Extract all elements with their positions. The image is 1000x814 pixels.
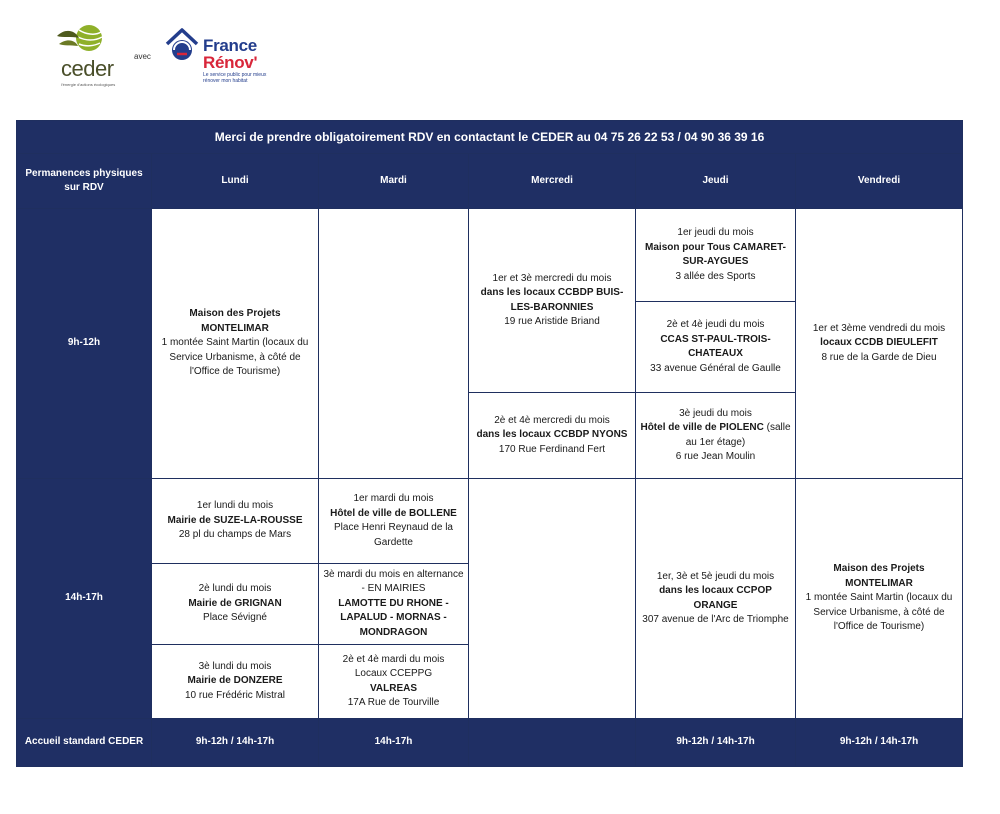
slot-place: LAMOTTE DU RHONE - LAPALUD - MORNAS - MONDRAGON <box>338 597 449 638</box>
slot-place: MONTELIMAR <box>201 322 269 334</box>
ceder-leaf-icon <box>55 24 107 60</box>
slot-address: 33 avenue Général de Gaulle <box>650 362 781 374</box>
slot-address: 307 avenue de l'Arc de Triomphe <box>642 614 789 625</box>
slot-vendredi-am <box>796 209 962 479</box>
day-label: Vendredi <box>857 174 901 186</box>
house-icon <box>163 26 201 64</box>
avec-label: avec <box>134 52 151 61</box>
standard-hours-text: 9h-12h / 14h-17h <box>839 736 919 748</box>
slot-when: 3è lundi du mois <box>198 660 272 672</box>
ceder-wordmark: ceder <box>61 56 114 81</box>
row-label-afternoon <box>17 479 152 719</box>
slot-jeudi-am-1 <box>636 209 796 302</box>
slot-address: 8 rue de la Garde de Dieu <box>821 351 937 363</box>
slot-jeudi-pm <box>636 479 796 719</box>
slot-when: 2è et 4è mardi du mois <box>342 653 445 665</box>
ceder-tagline: l'énergie d'actions écologiques <box>61 82 116 87</box>
slot-place-city: VALREAS <box>369 682 418 694</box>
slot-place: dans les locaux CCPOP ORANGE <box>659 585 772 611</box>
rdv-banner <box>17 121 962 154</box>
day-label: Mercredi <box>531 174 573 186</box>
slot-place: Hôtel de ville de PIOLENC <box>640 422 764 433</box>
slot-mercredi-pm <box>469 479 636 719</box>
slot-lundi-am <box>152 209 319 479</box>
slot-when: 2è et 4è jeudi du mois <box>666 319 765 330</box>
standard-hours-text: 14h-17h <box>374 736 413 748</box>
france-renov-title-1: France <box>203 36 257 55</box>
slot-when: 3è jeudi du mois <box>679 407 752 419</box>
slot-place: locaux CCDB DIEULEFIT <box>820 337 938 349</box>
slot-when: 1er, 3è et 5è jeudi du mois <box>656 570 775 582</box>
standard-lundi <box>152 719 319 766</box>
slot-mardi-pm-3 <box>319 645 469 719</box>
day-label: Mardi <box>380 174 407 186</box>
row-label-standard <box>17 719 152 766</box>
slot-when: 1er et 3ème vendredi du mois <box>812 322 946 334</box>
slot-address: Place Henri Reynaud de la Gardette <box>334 522 453 548</box>
slot-mardi-pm-1 <box>319 479 469 564</box>
row-label-text: 9h-12h <box>67 337 101 349</box>
slot-place: Maison pour Tous CAMARET-SUR-AYGUES <box>645 241 786 267</box>
slot-mercredi-am-1 <box>469 209 636 393</box>
slot-mardi-pm-2 <box>319 564 469 645</box>
slot-place: Mairie de GRIGNAN <box>188 597 282 609</box>
slot-place: dans les locaux CCBDP NYONS <box>476 429 628 441</box>
slot-place: Mairie de SUZE-LA-ROUSSE <box>167 514 303 526</box>
header-day-vendredi <box>796 154 962 209</box>
slot-jeudi-am-2 <box>636 302 796 393</box>
slot-address: 3 allée des Sports <box>675 270 756 282</box>
slot-lundi-pm-3 <box>152 645 319 719</box>
row-label-morning <box>17 209 152 479</box>
slot-address: 1 montée Saint Martin (locaux du Service Urbanisme, à côté de l'Office de Tourisme) <box>161 337 309 378</box>
slot-place: MONTELIMAR <box>845 577 913 589</box>
row-label-text: 14h-17h <box>65 592 103 604</box>
slot-when: 1er mardi du mois <box>353 493 434 504</box>
slot-when: 2è et 4è mercredi du mois <box>494 414 610 426</box>
slot-place: dans les locaux CCBDP BUIS-LES-BARONNIES <box>480 287 624 313</box>
standard-mercredi <box>469 719 636 766</box>
slot-jeudi-am-3 <box>636 393 796 479</box>
header-day-mercredi <box>469 154 636 209</box>
slot-when: Maison des Projets <box>833 563 925 575</box>
slot-address: Place Sévigné <box>203 612 267 624</box>
slot-place-detail: (salle au 1er étage) <box>685 422 791 448</box>
ceder-logo <box>55 24 127 86</box>
header-corner <box>17 154 152 209</box>
header-day-lundi <box>152 154 319 209</box>
slot-lundi-pm-2 <box>152 564 319 645</box>
slot-place: CCAS ST-PAUL-TROIS-CHATEAUX <box>660 333 771 359</box>
slot-when: 1er jeudi du mois <box>677 227 754 238</box>
slot-when: 2è lundi du mois <box>198 583 272 595</box>
schedule-table <box>16 120 963 767</box>
header-day-jeudi <box>636 154 796 209</box>
slot-mardi-am <box>319 209 469 479</box>
day-label: Jeudi <box>702 174 729 186</box>
slot-address: 19 rue Aristide Briand <box>504 316 600 327</box>
france-renov-tagline: Le service public pour mieux rénover mon habitat <box>203 72 267 84</box>
slot-when: 1er lundi du mois <box>196 500 274 512</box>
standard-jeudi <box>636 719 796 766</box>
slot-place: Mairie de DONZERE <box>187 675 283 687</box>
header-corner-text: Permanences physiques sur RDV <box>25 167 143 193</box>
rdv-banner-text: Merci de prendre obligatoirement RDV en contactant le CEDER au 04 75 26 22 53 / 04 90 36 39 16 <box>214 129 765 144</box>
slot-mercredi-am-2 <box>469 393 636 479</box>
standard-hours-text: 9h-12h / 14h-17h <box>676 736 755 748</box>
slot-address: 28 pl du champs de Mars <box>178 529 292 541</box>
standard-vendredi <box>796 719 962 766</box>
header-day-mardi <box>319 154 469 209</box>
standard-hours-text: 9h-12h / 14h-17h <box>195 736 275 748</box>
france-renov-logo <box>163 26 283 86</box>
slot-vendredi-pm <box>796 479 962 719</box>
row-label-text: Accueil standard CEDER <box>24 736 144 748</box>
slot-address: 6 rue Jean Moulin <box>675 451 756 462</box>
slot-place: Locaux CCEPPG <box>354 668 433 679</box>
slot-address: 170 Rue Ferdinand Fert <box>498 443 606 455</box>
slot-place: Hôtel de ville de BOLLENE <box>330 507 457 519</box>
slot-lundi-pm-1 <box>152 479 319 564</box>
france-renov-title-2: Rénov' <box>203 53 258 72</box>
slot-address: 1 montée Saint Martin (locaux du Service Urbanisme, à côté de l'Office de Tourisme) <box>805 592 953 633</box>
slot-address: 10 rue Frédéric Mistral <box>184 689 286 701</box>
slot-when: 3è mardi du mois en alternance - EN MAIRIES <box>323 568 464 595</box>
slot-when: 1er et 3è mercredi du mois <box>492 272 612 284</box>
standard-mardi <box>319 719 469 766</box>
slot-when: Maison des Projets <box>189 308 281 320</box>
slot-address: 17A Rue de Tourville <box>347 697 440 708</box>
day-label: Lundi <box>221 174 249 186</box>
